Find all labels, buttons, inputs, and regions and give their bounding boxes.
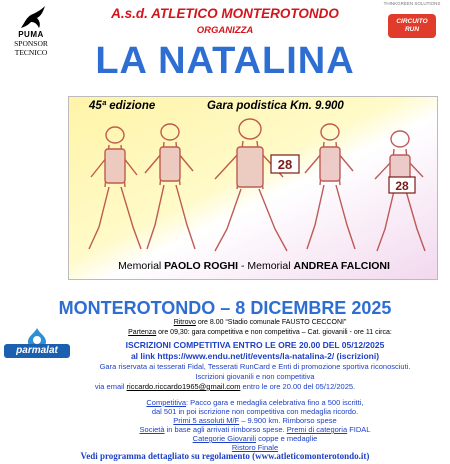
email-link[interactable]: riccardo.riccardo1965@gmail.com (126, 382, 241, 391)
circuito-logo-line: RUN (404, 26, 420, 33)
prize-text: FIDAL (347, 425, 371, 434)
memorial-name: PAOLO ROGHI (164, 260, 239, 272)
santa-runners-illustration (75, 117, 433, 257)
circuito-logo-line: CIRCUITO (396, 18, 428, 25)
sponsor-label: TECNICO (14, 48, 48, 57)
memorial-separator: - Memorial (238, 260, 294, 272)
footer-note: Vedi programma dettagliato su regolamento (www.atleticomonterotondo.it) (80, 451, 370, 461)
partenza-label: Partenza (128, 329, 157, 336)
iscrizioni-note: Gara riservata ai tesserati Fidal, Tesserati RunCard e Enti di promozione sportiva riconosciuti. (99, 362, 411, 371)
prize-text: – 9.900 km. Rimborso spese (239, 416, 337, 425)
email-prefix: via email (94, 382, 127, 391)
prize-text: coppe e medaglie (256, 434, 318, 443)
prize-line (60, 425, 450, 434)
prize-label: Ristoro Finale (231, 443, 279, 452)
iscrizioni-note: Iscrizioni giovanili e non competitiva (195, 372, 315, 381)
ritrovo-label: Ritrovo (173, 319, 196, 326)
prize-label: Società (139, 425, 165, 434)
bib-number: 28 (395, 179, 409, 193)
prize-line (60, 398, 450, 407)
edition-label: 45ª edizione (89, 100, 156, 112)
prize-label: Categorie Giovanili (192, 434, 257, 443)
page-title: LA NATALINA (95, 40, 355, 82)
partenza-text: ore 09,30: gara competitiva e non competitiva – Cat. giovanili - ore 11 circa: (156, 329, 392, 336)
prize-line (60, 434, 450, 443)
ritrovo-text: ore 8.00 “Stadio comunale FAUSTO CECCONI” (195, 319, 347, 326)
bib-number: 28 (277, 157, 293, 172)
memorial-name: ANDREA FALCIONI (293, 260, 390, 272)
prize-text: in base agli arrivati rimborso spese. (164, 425, 287, 434)
event-banner (68, 96, 438, 280)
ritrovo-line (70, 319, 450, 326)
email-suffix: entro le ore 20.00 del 05/12/2025. (240, 382, 356, 391)
memorial-prefix: Memorial (118, 260, 165, 272)
prize-text: : Pacco gara e medaglia celebrativa fino a 500 iscritti, (186, 398, 364, 407)
race-type-label: Gara podistica Km. 9.900 (207, 100, 344, 112)
right-logo-caption: THINKGREEN SOLUTIONS (383, 1, 441, 6)
memorial-line (69, 260, 438, 272)
parmalat-wordmark: parmalat (4, 344, 70, 358)
event-date: MONTEROTONDO – 8 DICEMBRE 2025 (58, 298, 392, 318)
partenza-line (70, 329, 450, 336)
circuito-run-logo (388, 14, 436, 38)
iscrizioni-link[interactable]: al link https://www.endu.net/it/events/la-natalina-2/ (iscrizioni) (130, 351, 380, 361)
sponsor-brand: PUMA (18, 30, 44, 39)
organizza-label: ORGANIZZA (196, 25, 254, 36)
prize-label: Competitiva (146, 398, 186, 407)
iscrizioni-email-line (0, 382, 450, 391)
iscrizioni-heading: ISCRIZIONI COMPETITIVA ENTRO LE ORE 20.00 DEL 05/12/2025 (125, 340, 385, 350)
prize-line: dal 501 in poi iscrizione non competitiva con medaglia ricordo. (151, 407, 359, 416)
sponsor-label: SPONSOR (14, 39, 48, 48)
prize-label: Primi 5 assoluti M/F (173, 416, 240, 425)
prize-label: Premi di categoria (286, 425, 348, 434)
puma-logo-icon (17, 4, 51, 32)
prize-line (60, 416, 450, 425)
club-name: A.s.d. ATLETICO MONTEROTONDO (111, 6, 339, 21)
